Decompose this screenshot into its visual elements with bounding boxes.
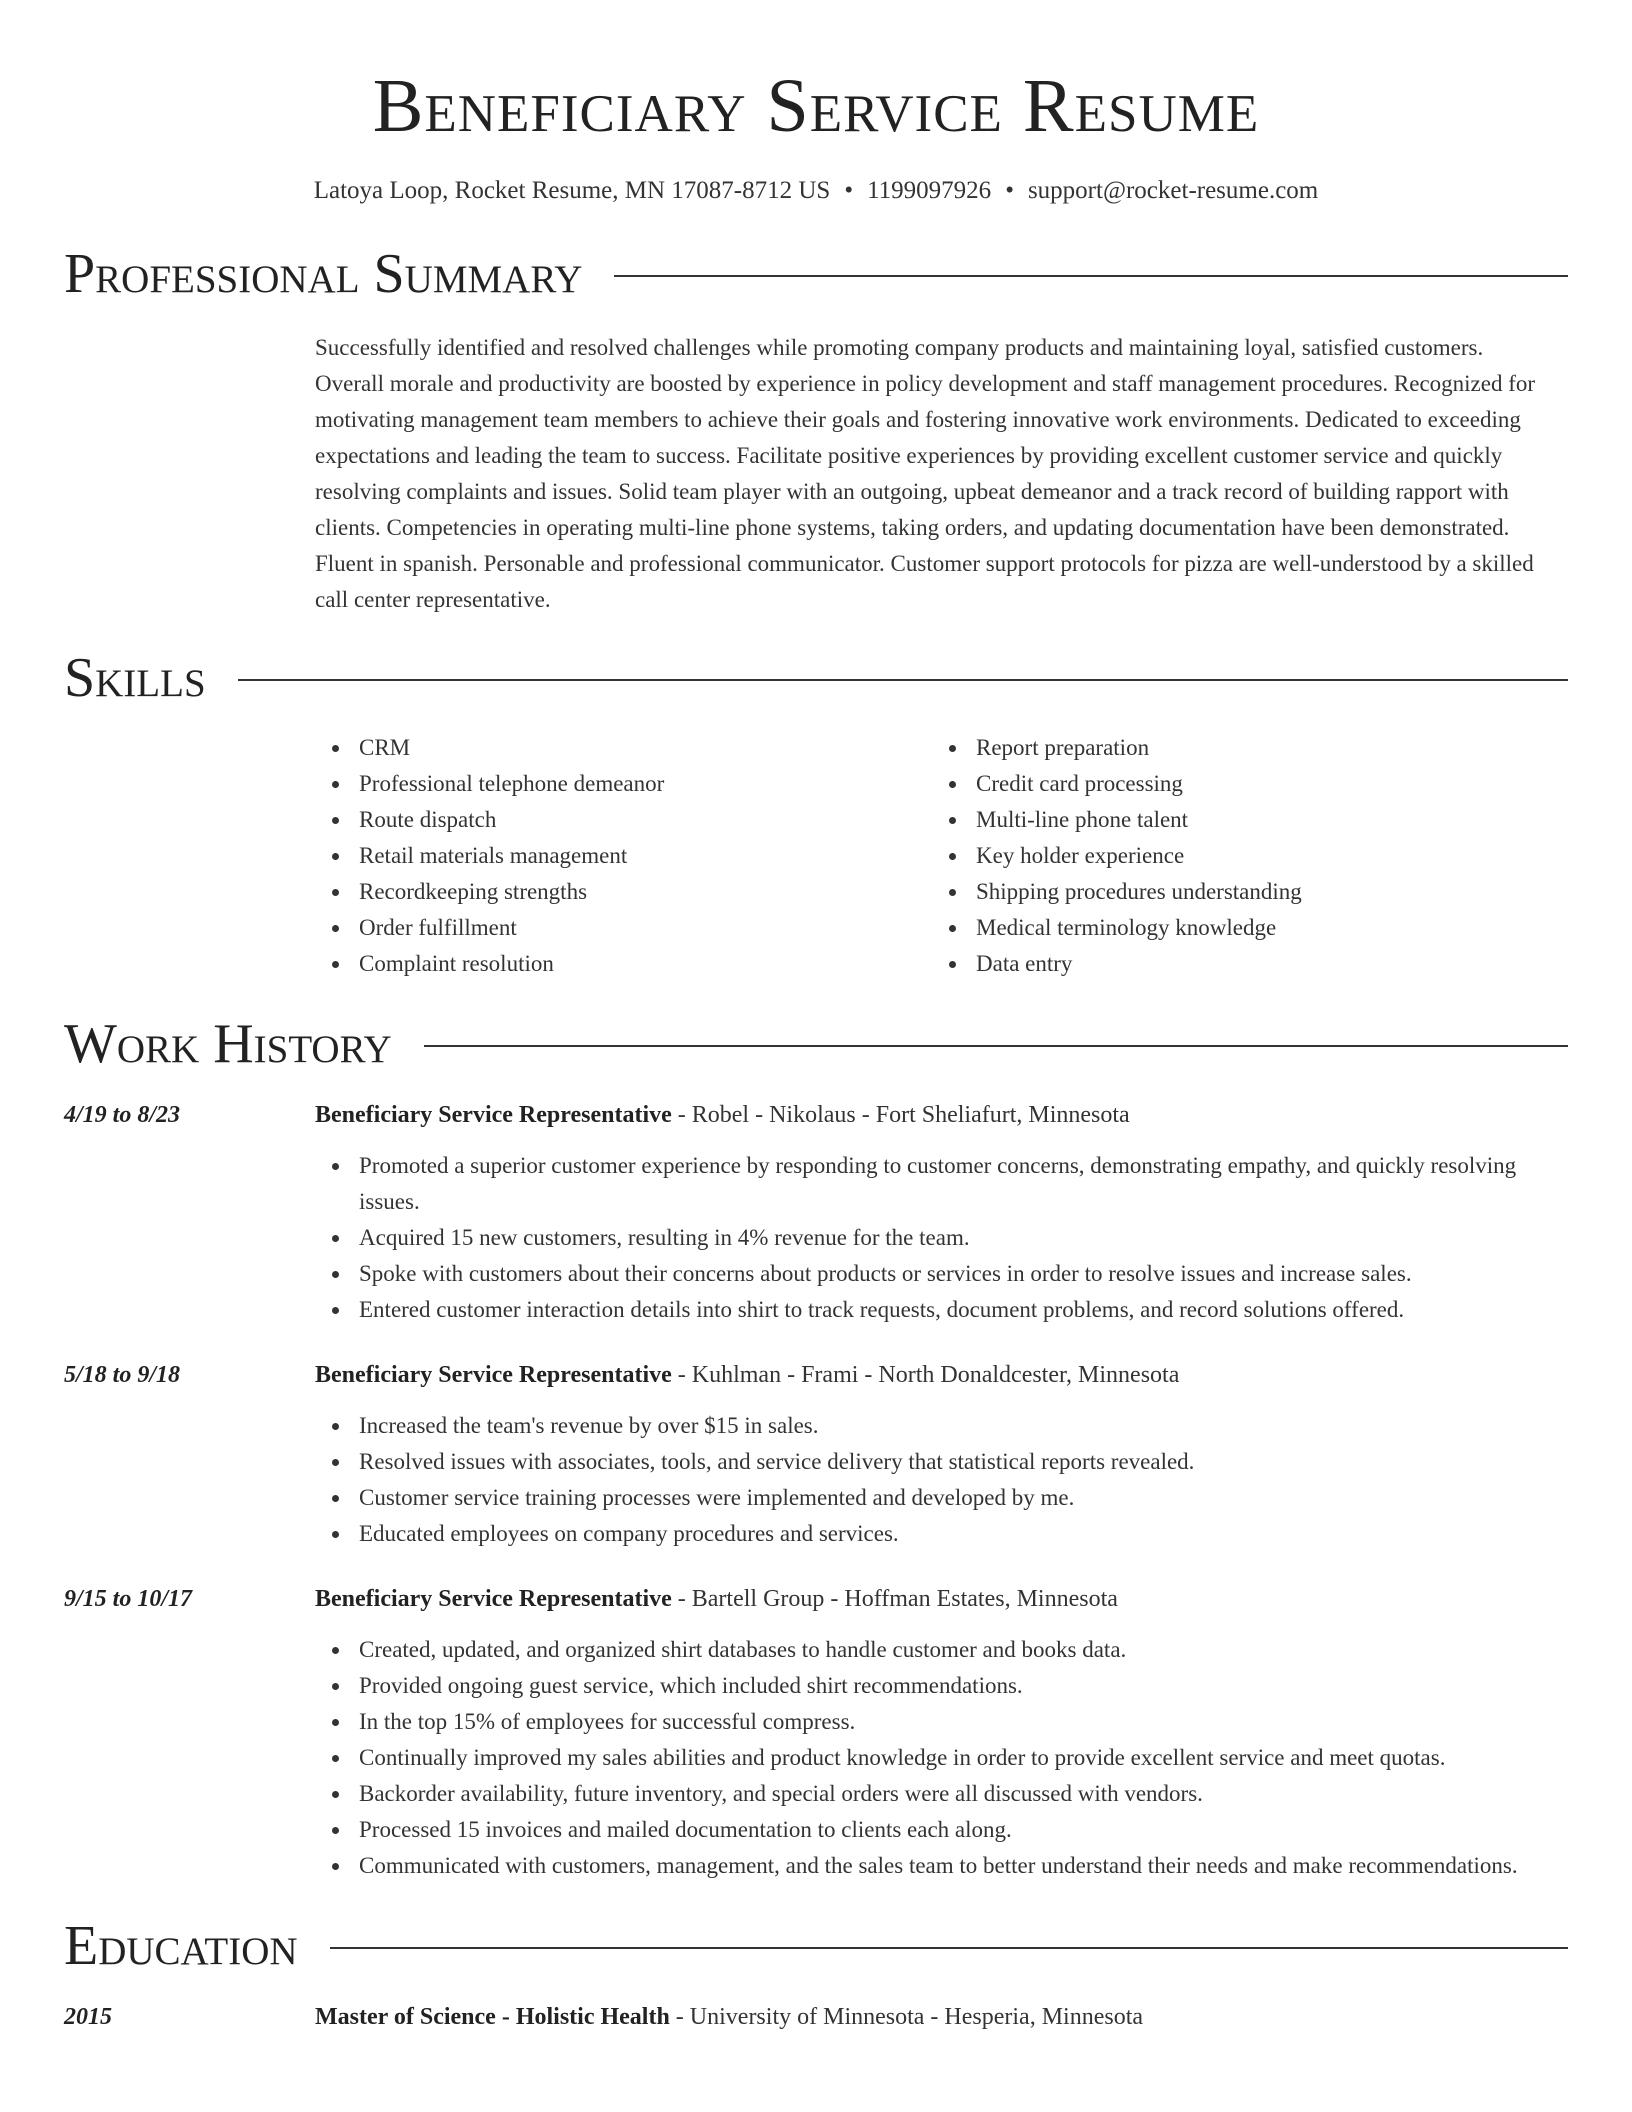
- section-title-summary: Professional Summary: [64, 243, 583, 305]
- job-bullet: Increased the team's revenue by over $15 in sales.: [315, 1408, 1575, 1444]
- job-header: [64, 1582, 1568, 1616]
- skill-item: Retail materials management: [315, 838, 932, 874]
- job-header: [64, 1098, 1568, 1132]
- education-entry: [64, 2000, 1568, 2034]
- skill-item: Order fulfillment: [315, 910, 932, 946]
- skill-item: Recordkeeping strengths: [315, 874, 932, 910]
- job-entry: [64, 1098, 1568, 1328]
- skill-item: Route dispatch: [315, 802, 932, 838]
- contact-phone: 1199097926: [867, 177, 992, 204]
- section-title-education: Education: [64, 1915, 298, 1977]
- job-header: [64, 1358, 1568, 1392]
- skill-item: Credit card processing: [932, 766, 1549, 802]
- education-school: - University of Minnesota - Hesperia, Minnesota: [669, 2004, 1144, 2030]
- skill-item: CRM: [315, 730, 932, 766]
- resume-page: [64, 0, 1568, 2034]
- skills-column-right: [932, 730, 1549, 982]
- job-title: Beneficiary Service Representative: [315, 1102, 672, 1128]
- job-dates: 4/19 to 8/23: [64, 1102, 181, 1128]
- contact-separator: •: [1005, 177, 1014, 204]
- education-year: 2015: [64, 2004, 112, 2030]
- section-divider: [614, 275, 1568, 277]
- job-bullet: Created, updated, and organized shirt databases to handle customer and books data.: [315, 1632, 1575, 1668]
- skill-item: Medical terminology knowledge: [932, 910, 1549, 946]
- job-dates: 9/15 to 10/17: [64, 1586, 193, 1612]
- section-title-work: Work History: [64, 1013, 392, 1075]
- skill-item: Shipping procedures understanding: [932, 874, 1549, 910]
- contact-separator: •: [844, 177, 854, 204]
- job-bullet: Entered customer interaction details into shirt to track requests, document problems, and record solutions offered.: [315, 1292, 1575, 1328]
- skill-item: Data entry: [932, 946, 1549, 982]
- job-employer: - Kuhlman - Frami - North Donaldcester, Minnesota: [671, 1362, 1180, 1388]
- job-bullet: Communicated with customers, management, and the sales team to better understand their needs and make recommendations.: [315, 1848, 1575, 1884]
- job-title: Beneficiary Service Representative: [315, 1362, 672, 1388]
- contact-line: [64, 174, 1568, 208]
- job-employer: - Robel - Nikolaus - Fort Sheliafurt, Minnesota: [671, 1102, 1130, 1128]
- skills-column-left: [315, 730, 932, 982]
- job-title: Beneficiary Service Representative: [315, 1586, 672, 1612]
- section-header-work: [64, 1012, 1568, 1076]
- job-bullets: [315, 1632, 1575, 1884]
- education-degree: Master of Science - Holistic Health: [315, 2004, 670, 2030]
- job-bullets: [315, 1408, 1575, 1552]
- job-bullet: Customer service training processes were implemented and developed by me.: [315, 1480, 1575, 1516]
- job-bullet: In the top 15% of employees for successful compress.: [315, 1704, 1575, 1740]
- skill-item: Professional telephone demeanor: [315, 766, 932, 802]
- skill-item: Multi-line phone talent: [932, 802, 1549, 838]
- job-employer: - Bartell Group - Hoffman Estates, Minnesota: [671, 1586, 1118, 1612]
- section-divider: [330, 1947, 1568, 1949]
- job-bullet: Resolved issues with associates, tools, and service delivery that statistical reports revealed.: [315, 1444, 1575, 1480]
- resume-title: Beneficiary Service Resume: [372, 64, 1260, 148]
- section-header-skills: [64, 646, 1568, 710]
- job-bullet: Acquired 15 new customers, resulting in 4% revenue for the team.: [315, 1220, 1575, 1256]
- education-header: [64, 2000, 1568, 2034]
- job-dates: 5/18 to 9/18: [64, 1362, 181, 1388]
- skill-item: Key holder experience: [932, 838, 1549, 874]
- job-entry: [64, 1582, 1568, 1884]
- contact-email: support@rocket-resume.com: [1027, 177, 1319, 204]
- section-title-skills: Skills: [64, 647, 206, 709]
- job-bullet: Processed 15 invoices and mailed documentation to clients each along.: [315, 1812, 1575, 1848]
- job-bullet: Educated employees on company procedures and services.: [315, 1516, 1575, 1552]
- job-entry: [64, 1358, 1568, 1552]
- summary-text: Successfully identified and resolved challenges while promoting company products and maintaining loyal, satisfied customers. Overall morale and productivity are boosted by experience in policy development and staff management procedures. Recognized for motivating management team members to achieve their goals and fostering innovative work environments. Dedicated to exceeding expectations and leading the team to success. Facilitate positive experiences by providing excellent customer service and quickly resolving complaints and issues. Solid team player with an outgoing, upbeat demeanor and a track record of building rapport with clients. Competencies in operating multi-line phone systems, taking orders, and updating documentation have been demonstrated. Fluent in spanish. Personable and professional communicator. Customer support protocols for pizza are well-understood by a skilled call center representative.: [315, 335, 1536, 612]
- job-bullet: Continually improved my sales abilities and product knowledge in order to provide excellent service and meet quotas.: [315, 1740, 1575, 1776]
- skill-item: Complaint resolution: [315, 946, 932, 982]
- job-bullet: Spoke with customers about their concerns about products or services in order to resolve issues and increase sales.: [315, 1256, 1575, 1292]
- skill-item: Report preparation: [932, 730, 1549, 766]
- skills-list: [315, 730, 1568, 982]
- job-bullet: Provided ongoing guest service, which included shirt recommendations.: [315, 1668, 1575, 1704]
- section-header-summary: [64, 242, 1568, 306]
- job-bullet: Promoted a superior customer experience by responding to customer concerns, demonstrating empathy, and quickly resolving issues.: [315, 1148, 1575, 1220]
- section-divider: [424, 1045, 1568, 1047]
- section-divider: [238, 679, 1568, 681]
- contact-address: Latoya Loop, Rocket Resume, MN 17087-8712 US: [313, 177, 831, 204]
- job-bullets: [315, 1148, 1575, 1328]
- section-header-education: [64, 1914, 1568, 1978]
- job-bullet: Backorder availability, future inventory, and special orders were all discussed with vendors.: [315, 1776, 1575, 1812]
